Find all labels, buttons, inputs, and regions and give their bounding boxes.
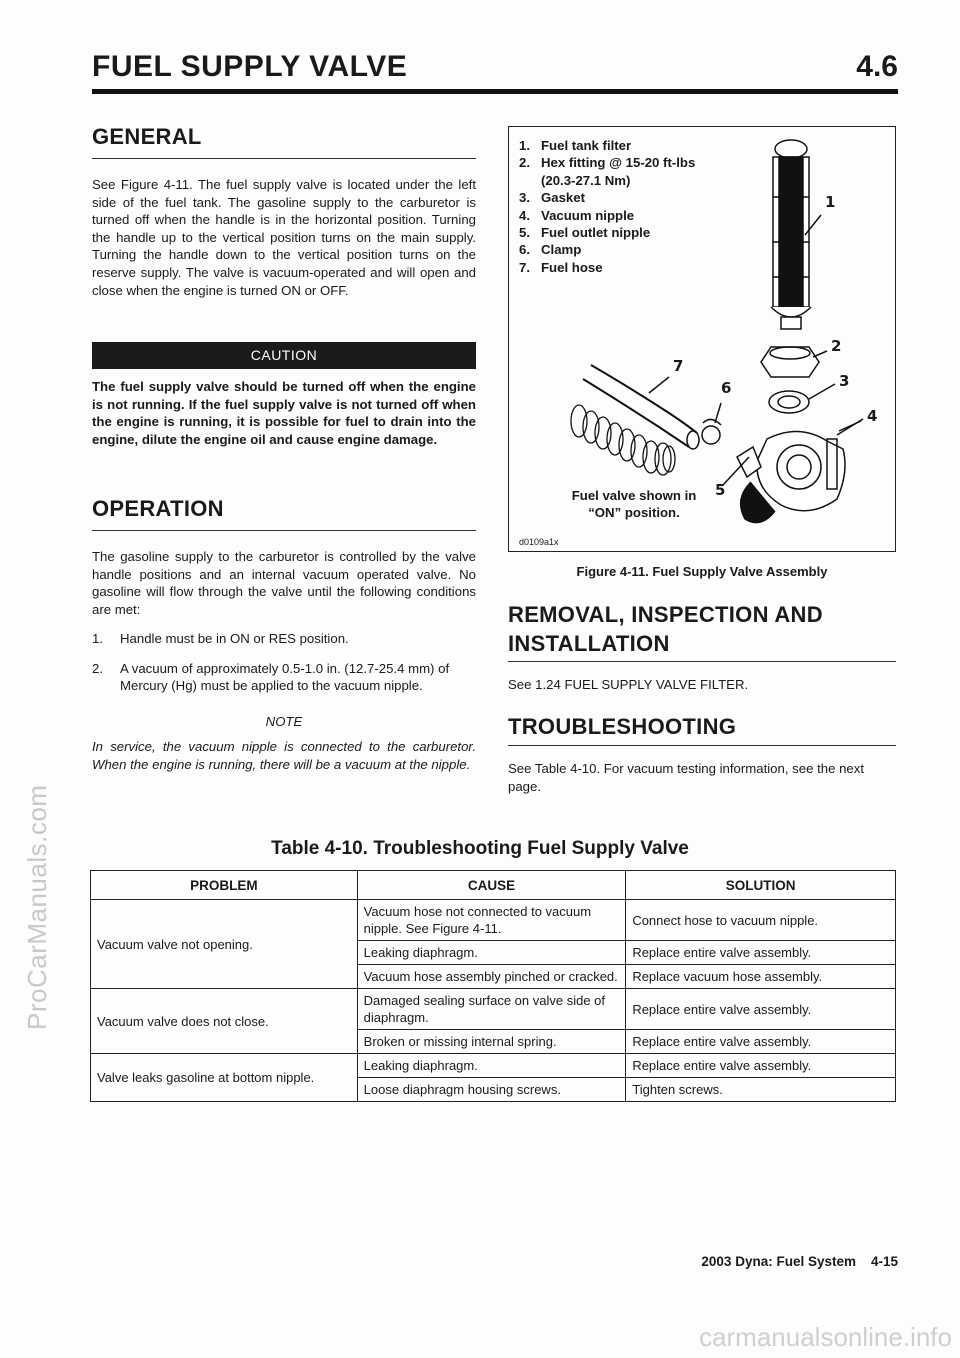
cause-cell: Vacuum hose assembly pinched or cracked. [357,965,626,989]
table-row [91,989,896,1030]
column-header: CAUSE [357,871,626,900]
callout-6: 6 [721,379,732,397]
table-row [91,900,896,941]
problem-cell: Valve leaks gasoline at bottom nipple. [91,1054,358,1102]
caution-text: The fuel supply valve should be turned off when the engine is not running. If the fuel supply valve is not turned off when the engine is running, it is possible for fuel to drain into the engine, dilute the engine oil and cause engine damage. [92,379,476,447]
cause-cell: Leaking diaphragm. [357,1054,626,1078]
legend-item: 2. Hex fitting @ 15-20 ft-lbs [519,155,696,171]
list-item-text: A vacuum of approximately 0.5-1.0 in. (12.7-25.4 mm) of Mercury (Hg) must be applied to the vacuum nipple. [120,660,450,694]
legend-item: 5. Fuel outlet nipple [519,225,651,241]
operation-intro: The gasoline supply to the carburetor is controlled by the valve handle positions and an internal vacuum operated valve. No gasoline will flow through the valve until the following conditions are met: [92,549,476,617]
cause-cell: Leaking diaphragm. [357,941,626,965]
removal-heading [508,600,823,658]
solution-cell: Replace entire valve assembly. [626,1030,896,1054]
page-footer: 2003 Dyna: Fuel System 4-15 [701,1254,898,1269]
general-rule [92,158,476,159]
side-watermark: ProCarManuals.com [22,784,52,1030]
legend-item: 6. Clamp [519,242,582,258]
operation-conditions-list [92,630,476,695]
operation-heading: OPERATION [92,496,224,521]
callout-2: 2 [831,337,842,355]
figure-position-note [549,487,719,522]
solution-cell: Connect hose to vacuum nipple. [626,900,896,941]
operation-rule [92,530,476,531]
page-title: FUEL SUPPLY VALVE [92,50,408,83]
table-title: Table 4-10. Troubleshooting Fuel Supply Valve [271,838,689,859]
solution-cell: Replace entire valve assembly. [626,989,896,1030]
caution-banner: CAUTION [92,342,476,369]
removal-rule [508,661,896,662]
table-row [91,1054,896,1078]
callout-7: 7 [673,357,684,375]
legend-item: 1. Fuel tank filter [519,138,632,153]
callout-4: 4 [867,407,878,425]
cause-cell: Broken or missing internal spring. [357,1030,626,1054]
list-item [92,660,476,695]
note-label: NOTE [265,714,303,729]
solution-cell: Replace entire valve assembly. [626,1054,896,1078]
figure-4-11 [508,126,896,552]
cause-cell: Damaged sealing surface on valve side of diaphragm. [357,989,626,1030]
cause-cell: Loose diaphragm housing screws. [357,1078,626,1102]
removal-heading-line1: REMOVAL, INSPECTION AND [508,602,823,627]
problem-cell: Vacuum valve does not close. [91,989,358,1054]
problem-cell: Vacuum valve not opening. [91,900,358,989]
list-item-text: Handle must be in ON or RES position. [120,631,349,646]
troubleshooting-table [90,870,896,1102]
figure-caption: Figure 4-11. Fuel Supply Valve Assembly [576,564,828,579]
figure-id: d0109a1x [519,537,559,547]
callout-1: 1 [825,193,836,211]
section-number: 4.6 [856,50,898,83]
troubleshooting-rule [508,745,896,746]
troubleshooting-text: See Table 4-10. For vacuum testing information, see the next page. [508,761,865,794]
bottom-watermark: carmanualsonline.info [699,1322,952,1352]
callout-5: 5 [715,481,726,499]
solution-cell: Tighten screws. [626,1078,896,1102]
list-item-number: 2. [92,660,103,676]
solution-cell: Replace entire valve assembly. [626,941,896,965]
removal-heading-line2: INSTALLATION [508,631,670,656]
general-paragraph: See Figure 4-11. The fuel supply valve is located under the left side of the fuel tank. The gasoline supply to the carburetor is turned off when the handle is in the horizontal position. Turning the handle up to the vertical position turns on the main supply. Turning the handle down to the vertical position turns on the reserve supply. The valve is vacuum-operated and will open and close when the engine is turned ON or OFF. [92,177,476,298]
list-item [92,630,476,648]
column-header: SOLUTION [626,871,896,900]
cause-cell: Vacuum hose not connected to vacuum nipple. See Figure 4-11. [357,900,626,941]
legend-item: (20.3-27.1 Nm) [541,172,631,188]
figure-position-line1: Fuel valve shown in [571,488,697,503]
header-rule [92,89,898,94]
list-item-number: 1. [92,631,103,646]
column-header: PROBLEM [91,871,358,900]
solution-cell: Replace vacuum hose assembly. [626,965,896,989]
legend-item: 3. Gasket [519,190,585,206]
removal-text: See 1.24 FUEL SUPPLY VALVE FILTER. [508,677,749,692]
table-header-row [91,871,896,900]
legend-item: 4. Vacuum nipple [519,207,635,223]
note-text: In service, the vacuum nipple is connected to the carburetor. When the engine is running, there will be a vacuum at the nipple. [92,739,476,772]
figure-position-line2: “ON” position. [588,505,680,521]
callout-3: 3 [839,372,850,390]
legend-item: 7. Fuel hose [519,259,603,275]
troubleshooting-heading: TROUBLESHOOTING [508,714,737,739]
general-heading: GENERAL [92,124,202,149]
